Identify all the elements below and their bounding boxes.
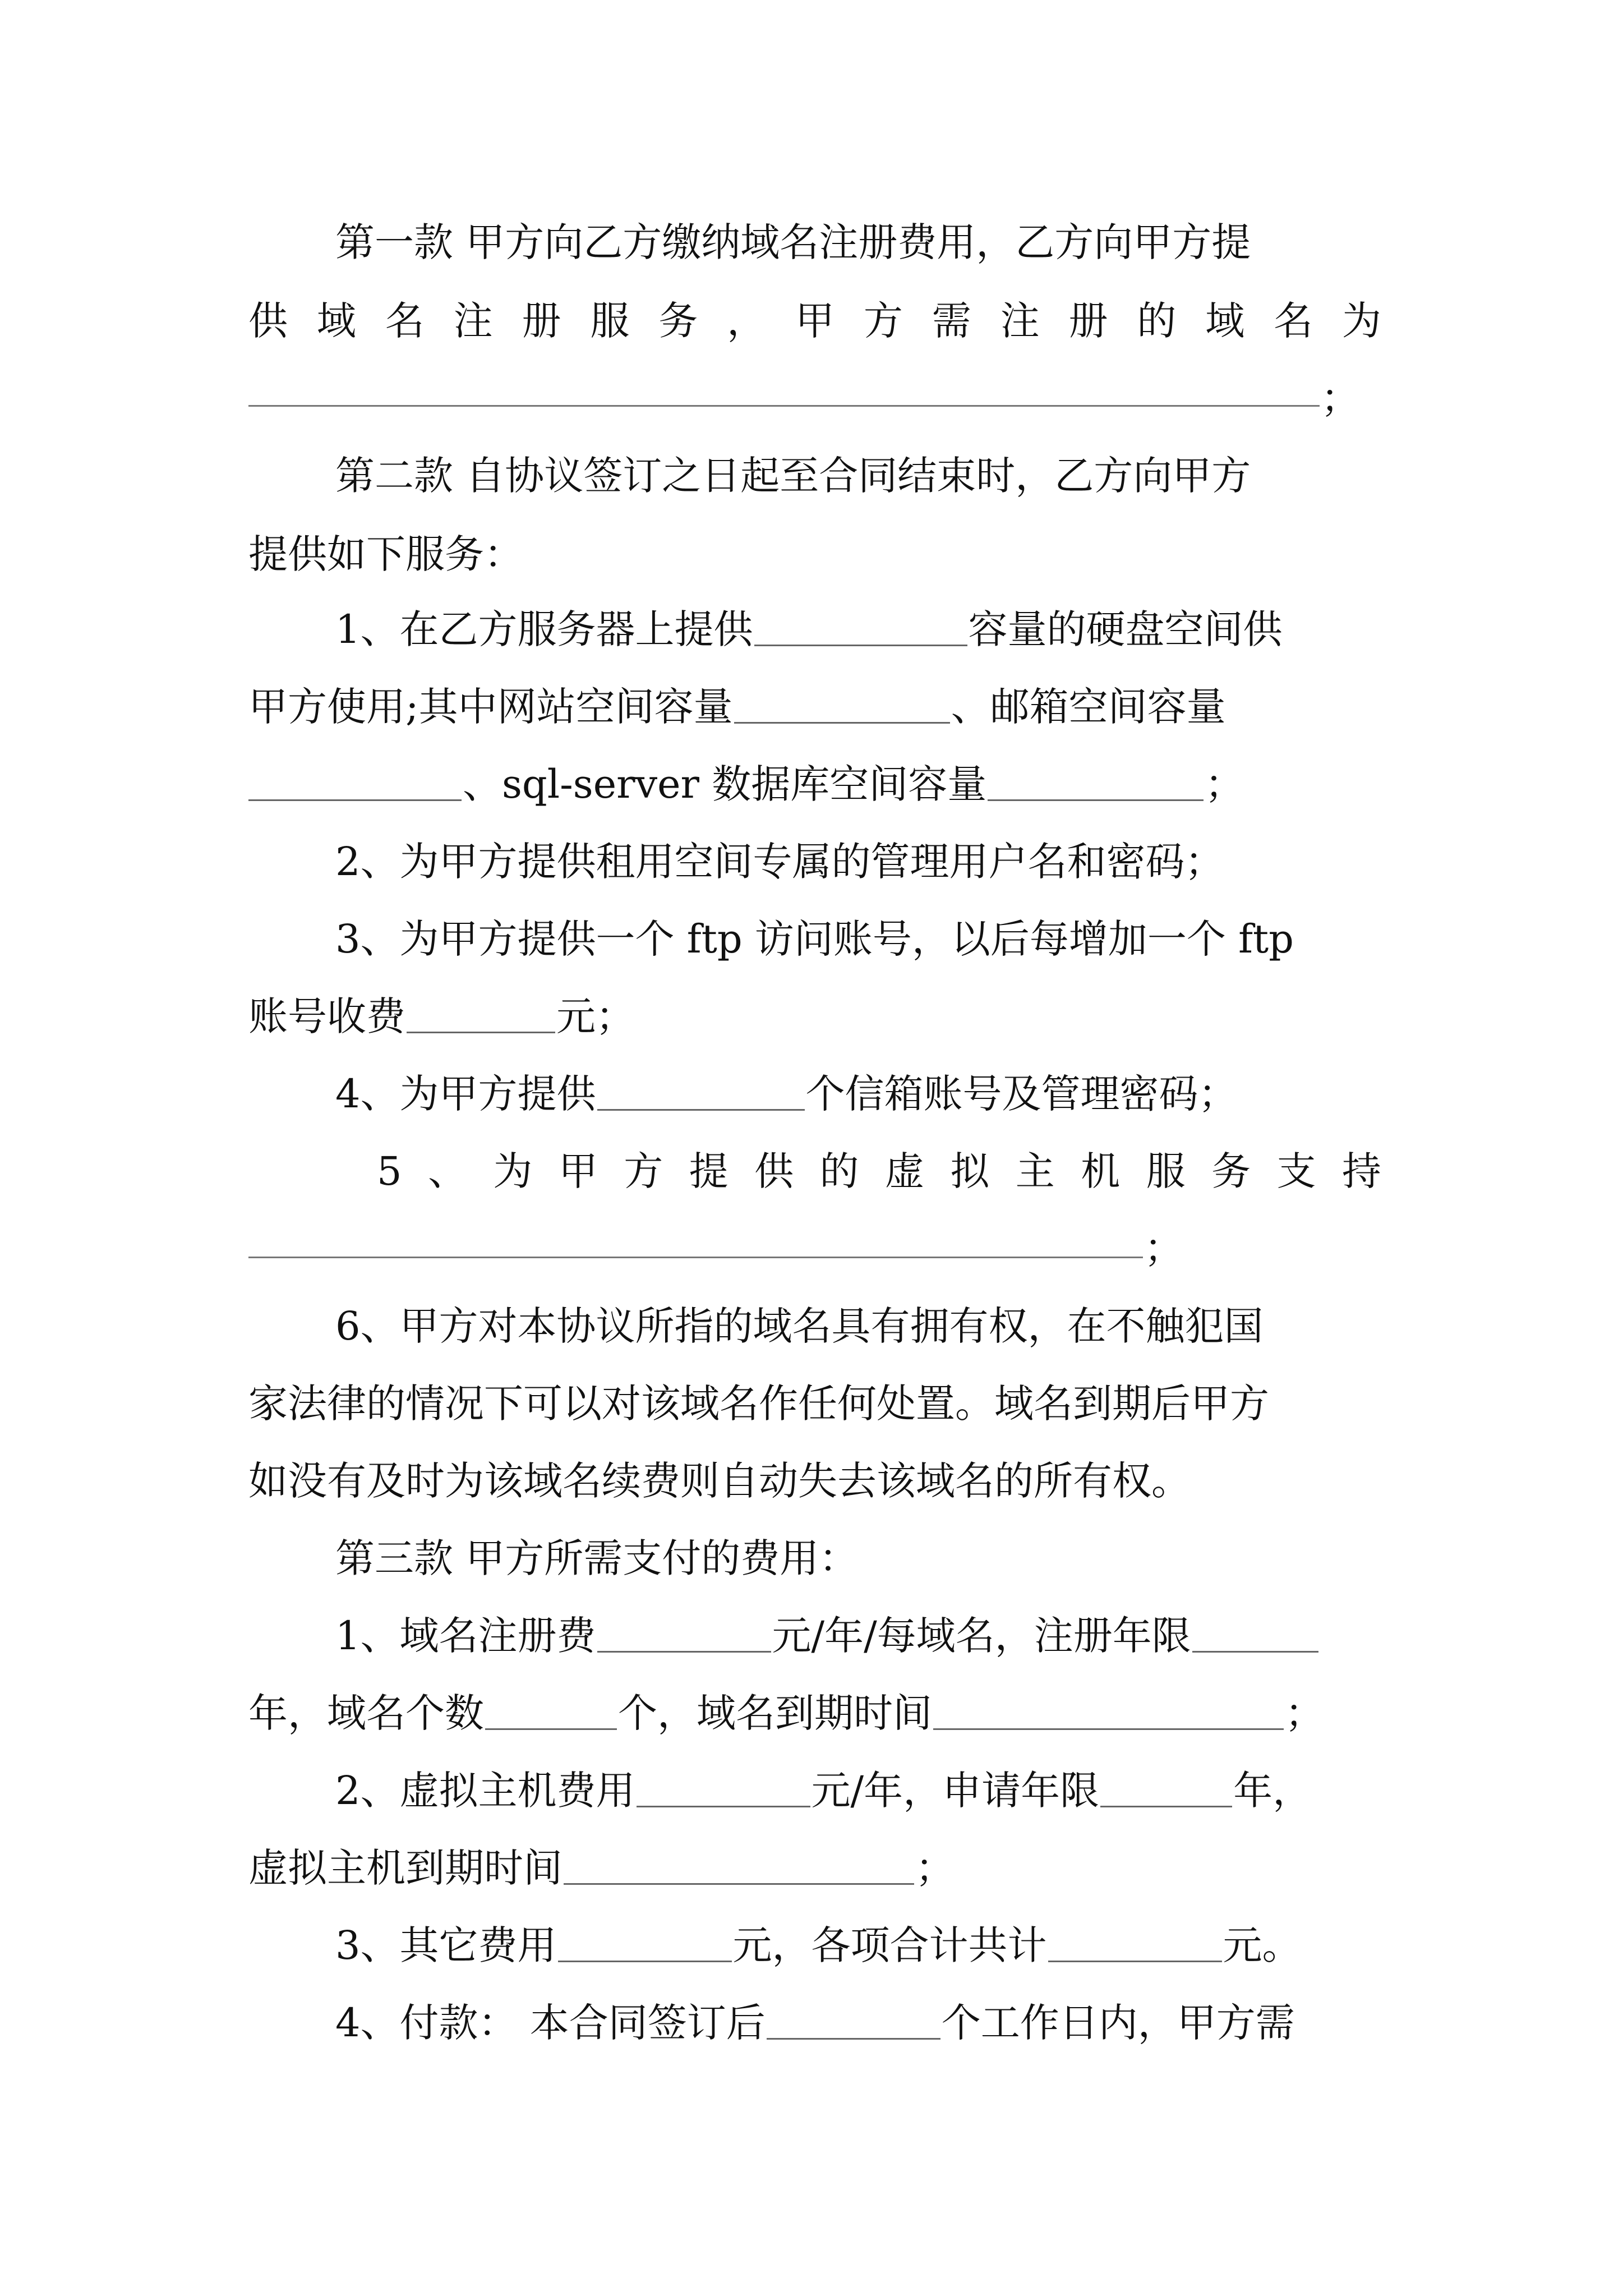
item-2-2-text: 2、为甲方提供租用空间专属的管理用户名和密码； bbox=[335, 839, 1224, 885]
item-3-2-text-c: 年， bbox=[1233, 1768, 1312, 1814]
item-3-1-text-d: 个，域名到期时间 bbox=[618, 1690, 932, 1736]
justified-char: 甲 bbox=[795, 298, 834, 344]
clause-2-line-1 bbox=[335, 436, 1381, 515]
justified-char: 册 bbox=[1068, 298, 1108, 344]
mailbox-space-blank bbox=[248, 767, 462, 801]
disk-capacity-blank bbox=[754, 612, 967, 646]
apply-years-blank bbox=[1100, 1773, 1232, 1807]
item-3-2-text-d: 虚拟主机到期时间 bbox=[248, 1845, 562, 1891]
justified-char: 、 bbox=[427, 1148, 467, 1194]
justified-char: 提 bbox=[689, 1148, 728, 1194]
item-3-3-text-b: 元，各项合计共计 bbox=[732, 1922, 1047, 1968]
justified-char: 名 bbox=[1274, 298, 1313, 344]
item-3-3-text-c: 元。 bbox=[1223, 1922, 1302, 1968]
justified-char: 域 bbox=[316, 298, 356, 344]
item-2-1-line-1 bbox=[335, 590, 1381, 669]
item-3-2-line-1 bbox=[335, 1751, 1381, 1830]
clause-1-end: ； bbox=[1321, 375, 1360, 421]
item-3-2-text-a: 2、虚拟主机费用 bbox=[335, 1768, 635, 1814]
database-space-blank bbox=[988, 767, 1204, 801]
item-3-4-text-a: 4、付款： 本合同签订后 bbox=[335, 2000, 766, 2046]
item-3-1-line-2 bbox=[248, 1674, 1381, 1752]
justified-char: 服 bbox=[1146, 1148, 1186, 1194]
vhost-support-blank bbox=[248, 1257, 1143, 1258]
item-2-1-text-d: 、邮箱空间容量 bbox=[951, 684, 1226, 730]
justified-char: 注 bbox=[1000, 298, 1040, 344]
item-2-6-text-end: 如没有及时为该域名续费则自动失去该域名的所有权。 bbox=[248, 1458, 1191, 1504]
justified-char: 主 bbox=[1015, 1148, 1055, 1194]
item-3-1-line-1 bbox=[335, 1596, 1381, 1675]
domain-fee-blank bbox=[597, 1618, 771, 1653]
item-2-1-text-a: 1、在乙方服务器上提供 bbox=[335, 606, 753, 652]
item-2-6-text-cont: 家法律的情况下可以对该域名作任何处置。域名到期后甲方 bbox=[248, 1381, 1269, 1427]
item-3-2-line-2 bbox=[248, 1829, 1381, 1907]
item-3-1-text-e: ； bbox=[1285, 1690, 1324, 1736]
payment-days-blank bbox=[767, 2005, 940, 2040]
item-2-6-line-3 bbox=[248, 1442, 1381, 1520]
domain-expiry-blank bbox=[933, 1696, 1284, 1730]
item-2-3-line-2 bbox=[248, 977, 1381, 1056]
item-2-1-text-f: ； bbox=[1205, 761, 1244, 807]
item-2-1-line-2 bbox=[248, 668, 1381, 746]
item-3-1-text-a: 1、域名注册费 bbox=[335, 1613, 596, 1659]
justified-char: 方 bbox=[624, 1148, 663, 1194]
item-3-4 bbox=[335, 1984, 1381, 2062]
justified-char: 5 bbox=[377, 1148, 402, 1194]
domain-count-blank bbox=[485, 1696, 617, 1730]
item-2-2 bbox=[335, 822, 1381, 901]
justified-char: 服 bbox=[590, 298, 630, 344]
justified-char: 的 bbox=[819, 1148, 859, 1194]
clause-3-text: 第三款 甲方所需支付的费用： bbox=[335, 1535, 859, 1581]
item-2-1-text-c: 甲方使用;其中网站空间容量 bbox=[248, 684, 733, 730]
item-2-6-line-2 bbox=[248, 1364, 1381, 1443]
item-2-3-text-a: 账号收费 bbox=[248, 993, 405, 1039]
register-years-blank bbox=[1192, 1618, 1318, 1653]
clause-2-line-2 bbox=[248, 515, 1381, 593]
item-3-3 bbox=[335, 1906, 1381, 1985]
clause-3-heading bbox=[335, 1519, 1381, 1598]
item-2-4 bbox=[335, 1055, 1381, 1133]
item-3-1-text-c: 年，域名个数 bbox=[248, 1690, 484, 1736]
item-2-4-text-b: 个信箱账号及管理密码； bbox=[805, 1071, 1238, 1117]
item-2-3-text: 3、为甲方提供一个 ftp 访问账号，以后每增加一个 ftp bbox=[335, 916, 1294, 962]
vhost-expiry-blank bbox=[564, 1851, 914, 1885]
justified-char: 虚 bbox=[884, 1148, 924, 1194]
justified-char: 的 bbox=[1137, 298, 1177, 344]
item-2-1-line-3 bbox=[248, 745, 1381, 823]
item-2-5-line-1 bbox=[377, 1132, 1381, 1211]
ftp-fee-blank bbox=[407, 999, 555, 1033]
clause-2-text: 第二款 自协议签订之日起至合同结束时，乙方向甲方 bbox=[335, 453, 1251, 499]
justified-char: 域 bbox=[1205, 298, 1245, 344]
item-3-1-text-b: 元/年/每域名，注册年限 bbox=[772, 1613, 1191, 1659]
item-2-5-end: ； bbox=[1144, 1225, 1183, 1271]
justified-char: 方 bbox=[863, 298, 903, 344]
item-3-3-text-a: 3、其它费用 bbox=[335, 1922, 557, 1968]
justified-char: 务 bbox=[1211, 1148, 1251, 1194]
item-3-2-text-e: ； bbox=[915, 1845, 955, 1891]
justified-char: 机 bbox=[1081, 1148, 1121, 1194]
justified-char: 供 bbox=[754, 1148, 794, 1194]
justified-char: 册 bbox=[522, 298, 561, 344]
clause-1-text: 第一款 甲方向乙方缴纳域名注册费用，乙方向甲方提 bbox=[335, 219, 1251, 265]
item-2-3-line-1 bbox=[335, 900, 1381, 978]
domain-name-blank bbox=[248, 405, 1320, 407]
item-2-4-text-a: 4、为甲方提供 bbox=[335, 1071, 596, 1117]
justified-char: 为 bbox=[493, 1148, 533, 1194]
item-3-2-text-b: 元/年，申请年限 bbox=[811, 1768, 1100, 1814]
item-2-6-text: 6、甲方对本协议所指的域名具有拥有权，在不触犯国 bbox=[335, 1303, 1264, 1349]
item-2-6-line-1 bbox=[335, 1287, 1381, 1365]
clause-2-text-cont: 提供如下服务： bbox=[248, 531, 523, 577]
clause-1-line-1 bbox=[335, 203, 1381, 282]
justified-char: 名 bbox=[385, 298, 425, 344]
item-2-3-text-b: 元； bbox=[556, 993, 635, 1039]
justified-char: 需 bbox=[932, 298, 971, 344]
justified-char: 拟 bbox=[950, 1148, 990, 1194]
item-2-1-text-b: 容量的硬盘空间供 bbox=[968, 606, 1283, 652]
justified-char: ， bbox=[727, 298, 767, 344]
justified-char: 务 bbox=[658, 298, 698, 344]
item-2-1-text-e: 、sql-server 数据库空间容量 bbox=[463, 761, 987, 807]
mailbox-count-blank bbox=[597, 1076, 805, 1111]
justified-char: 持 bbox=[1341, 1148, 1381, 1194]
vhost-fee-blank bbox=[637, 1773, 810, 1807]
other-fee-blank bbox=[558, 1928, 732, 1962]
total-fee-blank bbox=[1048, 1928, 1222, 1962]
website-space-blank bbox=[734, 689, 950, 724]
item-3-4-text-b: 个工作日内，甲方需 bbox=[941, 2000, 1295, 2046]
justified-char: 为 bbox=[1342, 298, 1381, 344]
justified-char: 注 bbox=[453, 298, 493, 344]
justified-char: 甲 bbox=[558, 1148, 598, 1194]
clause-1-line-2 bbox=[248, 282, 1381, 360]
justified-char: 供 bbox=[248, 298, 288, 344]
justified-char: 支 bbox=[1276, 1148, 1316, 1194]
